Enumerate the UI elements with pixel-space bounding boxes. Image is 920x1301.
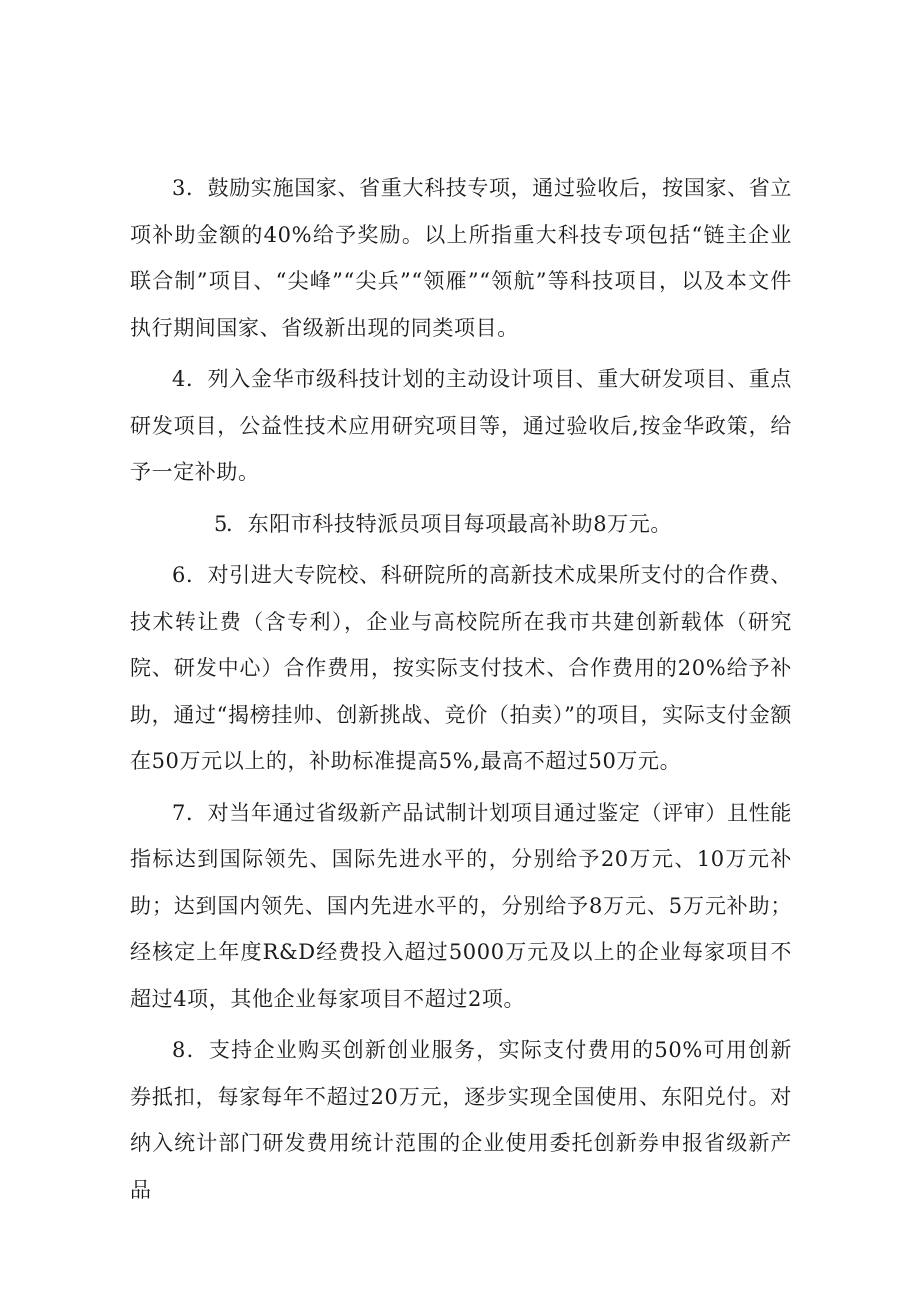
paragraph-item-6: 6．对引进大专院校、科研院所的高新技术成果所支付的合作费、技术转让费（含专利），企业与高校院所在我市共建创新载体（研究院、研发中心）合作费用，按实际支付技术、合作费用的20%给予补助，通过“揭榜挂帅、创新挑战、竞价（拍卖）”的项目，实际支付金额在50万元以上的，补助标准提高5%,最高不超过50万元。 (130, 563, 792, 773)
document-page (130, 165, 792, 1213)
paragraph-item-7: 7．对当年通过省级新产品试制计划项目通过鉴定（评审）且性能指标达到国际领先、国际先进水平的，分别给予20万元、10万元补助；达到国内领先、国内先进水平的，分别给予8万元、5万元补助；经核定上年度R&D经费投入超过5000万元及以上的企业每家项目不超过4项，其他企业每家项目不超过2项。 (130, 800, 792, 1011)
paragraph-item-3: 3．鼓励实施国家、省重大科技专项，通过验收后，按国家、省立项补助金额的40%给予奖励。以上所指重大科技专项包括“链主企业联合制”项目、“尖峰”“尖兵”“领雁”“领航”等科技项目，以及本文件执行期间国家、省级新出现的同类项目。 (130, 176, 792, 340)
item-5-text: ．东阳市科技特派员项目每项最高补助8万元。 (226, 511, 672, 536)
paragraph-item-8: 8．支持企业购买创新创业服务，实际支付费用的50%可用创新券抵扣，每家每年不超过20万元，逐步实现全国使用、东阳兑付。对纳入统计部门研发费用统计范围的企业使用委托创新券申报省级新产品 (130, 1038, 792, 1202)
item-5-number: 5 (214, 511, 228, 536)
paragraph-item-5 (130, 501, 792, 548)
paragraph-item-4: 4．列入金华市级科技计划的主动设计项目、重大研发项目、重点研发项目，公益性技术应用研究项目等，通过验收后,按金华政策，给予一定补助。 (130, 367, 792, 484)
